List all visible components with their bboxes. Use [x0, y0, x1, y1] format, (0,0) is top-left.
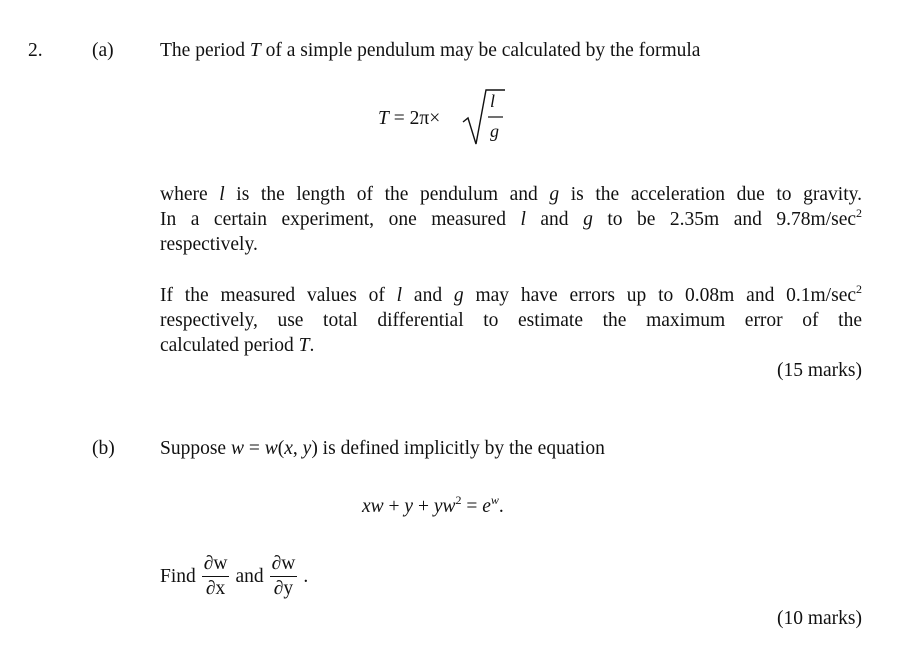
- pendulum-formula: [378, 82, 518, 152]
- part-a-marks: (15 marks): [776, 360, 862, 381]
- formula-coef: 2π: [409, 108, 430, 129]
- dw-dx-fraction: [202, 552, 230, 601]
- formula-times: ×: [429, 108, 441, 129]
- and-word: and: [235, 565, 264, 587]
- dw-dx-denominator: ∂x: [205, 578, 226, 599]
- part-a-para2-line3: calculated period T.: [160, 335, 315, 356]
- square-root-sign: [462, 86, 506, 148]
- part-a-para2-line2: respectively, use total differential to estimate the maximum error of the: [160, 310, 862, 331]
- formula-equals: =: [393, 108, 405, 129]
- part-a-para1-line1: where l is the length of the pendulum and g is the acceleration due to gravity.: [160, 184, 862, 205]
- part-a-para1-line2: In a certain experiment, one measured l and g to be 2.35m and $9.78m/\sec^2$: [160, 206, 863, 230]
- dw-dy-denominator: ∂y: [273, 578, 294, 599]
- formula-lhs: T: [378, 108, 389, 129]
- part-a-intro: The period T of a simple pendulum may be calculated by the formula: [160, 40, 701, 61]
- dw-dx-numerator: ∂w: [202, 552, 230, 577]
- find-derivatives: [160, 552, 308, 601]
- part-b-label: (b): [92, 438, 115, 459]
- formula-numerator: l: [490, 91, 496, 111]
- part-a-para2-line1: If the measured values of l and g may have errors up to 0.08m and $0.1m/\sec^2$: [160, 282, 862, 306]
- question-number: 2.: [28, 40, 43, 61]
- part-a-label: (a): [92, 40, 114, 61]
- part-b-intro: Suppose w = w(x, y) is defined implicitly by the equation: [160, 438, 605, 459]
- dw-dy-fraction: [270, 552, 298, 601]
- find-word: Find: [160, 565, 196, 587]
- dw-dy-numerator: ∂w: [270, 552, 298, 577]
- part-a-para1-line3: respectively.: [160, 234, 258, 255]
- find-period: .: [303, 565, 309, 587]
- part-b-marks: (10 marks): [776, 608, 862, 629]
- implicit-equation: xw + $y + yw^2 = e^w$.: [362, 493, 504, 517]
- formula-denominator: g: [490, 121, 499, 141]
